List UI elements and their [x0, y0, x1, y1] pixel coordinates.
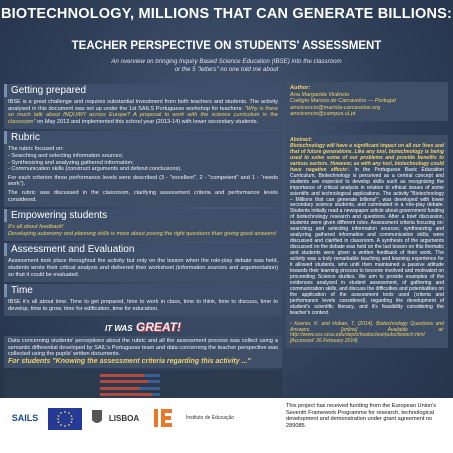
assessment-text: Assessment took place throughout the activity but only on the lesson when the role-play debate was held, students wrote their critical analysis and delivered their worksheet (information sources and argumentation) so that it could be evaluated. — [8, 258, 278, 278]
rubric-item: - Communication skills (construct arguments and defend conclusions). — [8, 166, 182, 173]
sails-logo-text: SAILS — [11, 413, 39, 423]
empowering-line-1: It's all about feedback! — [8, 224, 64, 231]
great-big: GREAT! — [135, 320, 181, 335]
section-heading-empowering: Empowering students — [4, 209, 282, 222]
section-body-assessment — [4, 256, 282, 282]
eu-stars-icon — [48, 408, 82, 430]
workshop-title: "Why is there so much talk about INQUIRY across Europe? A proposal to work with the science curriculum in the classroom" — [8, 105, 279, 125]
section-body-rubric — [4, 144, 282, 207]
footer — [0, 398, 453, 453]
data-collection-text — [4, 336, 282, 367]
abstract-highlight: Biotechnology will have a significant impact on all our lives and that of future generations. Like any tool, biotechnology is being used to solve some of our problems and provide benefits to various sectors. However, as with any tool, biotechnology could have negative effects¹. — [290, 142, 444, 173]
abstract-text: In the Portuguese Basic Education Curriculum, Biotechnology is perceived as a central concept and students are expected to develop skills such as recognizing the importance of critical analysis in relation to ethical issues of some scientific and technological applications. The activity "Biotechnology – Millions that can generate billions!", was developed with lower secondary science students, and culminated in a role-play debate. Students initially read a newspaper article about government funding of biotechnology research and questions. After a brief discussion, students were given different roles. Assessment criteria focusing on: searching and selecting information sources; synthesizing and analyzing gathered information and communication skills; were discussed and clarified in classroom. A synthesis of the arguments discussed on the debate was held on the last lesson on this thematic and students were given a written feedback of their work. The activity was a truly remarkable teaching and learning experience for it allowed students, who until then maintained a passive attitude towards their learning process to become involved and motivated on proceeding Science studies. We aim to provide examples of the evidences analyzed in student assessment, of gathering and communication skills, and discuss the difficulties and potentialities on the application of the assessment tools used (criteria and performance levels considered), regarding the development of student's scientific literacy, and it's feasibility considering the teacher's context. — [290, 166, 444, 316]
author-heading: Author: — [290, 85, 311, 91]
abstract-heading: Abstract: — [290, 136, 313, 143]
section-heading-rubric: Rubric — [4, 131, 282, 144]
rubric-levels: For each criterion three performance levels were described (3 - "excellent", 2 - "competent" and 1 - "needs work"). — [8, 174, 278, 188]
abstract-reference: ¹ Keener, K. and Hoban, T. (2014). Biotechnology Questions and Answers. [online] Available at: http://www.ces.ncsu.edu/depts/foodsci/ext/pubs/biotech.html [Accessed: 26 February 2014]. — [290, 320, 444, 345]
abstract-box — [286, 135, 448, 348]
chart-bar-negative — [144, 374, 160, 377]
chart-bar-positive — [100, 380, 148, 383]
students-quote: For students "Knowing the assessment criteria regarding this activity ..." — [8, 358, 251, 366]
section-body-getting-prepared — [4, 97, 282, 129]
chart-row — [8, 379, 278, 384]
rubric-item: - Synthesizing and analyzing gathered information; — [8, 159, 134, 166]
chart-bar-positive — [100, 374, 144, 377]
ie-logo — [150, 404, 178, 432]
sails-logo — [6, 404, 44, 432]
lisboa-logo-text: LISBOA — [108, 413, 140, 423]
tagline-line-2: or the 5 "letters" no one told me about — [174, 66, 279, 73]
author-email: amvicencio@marista-carcavelos.org — [290, 104, 381, 111]
lisboa-logo — [104, 404, 144, 432]
chart-bar-negative — [140, 387, 160, 390]
chart-row — [8, 373, 278, 378]
right-column — [286, 82, 448, 348]
ie-logo-text: Instituto de Educação — [185, 415, 235, 421]
ie-mark-icon — [152, 406, 176, 430]
data-text: Data concerning students' perceptions about the rubric and all the assessment process was collect using a semantic differential developed by SAIL's Portuguese team and data concerning the teacher perspective was collected using the pupils' written documents. — [8, 338, 278, 358]
chart-bar-negative — [152, 393, 160, 396]
poster-title — [0, 6, 453, 22]
time-text: IBSE it's all about time. Time to get prepared, time to work in class, time to think, time to discuss, time to develop, time to grow, time for edification, time for education. — [8, 299, 278, 312]
section-body-time — [4, 297, 282, 316]
rubric-intro: The rubric focused on: — [8, 146, 64, 153]
title-line: BIOTECHNOLOGY, MILLIONS THAT CAN GENERATE BILLIONS: — [0, 6, 453, 22]
chart-bar-positive — [100, 393, 152, 396]
poster-tagline — [40, 58, 413, 74]
author-email: amvicencio@campus.ul.pt — [290, 111, 356, 118]
great-banner — [4, 320, 282, 334]
chart-row — [8, 386, 278, 391]
tagline-line-1: An overview on bringing Inquiry Based Science Education (IBSE) into the classroom — [111, 58, 342, 65]
author-box — [286, 82, 448, 121]
author-name: Ana Margarida Vicêncio — [290, 91, 350, 98]
great-small: IT WAS — [104, 324, 133, 334]
section-heading-assessment: Assessment and Evaluation — [4, 243, 282, 256]
empowering-line-2: Developing autonomy and planning skills is more about posing the right questions than giving good answers! — [8, 230, 277, 237]
university-crest-icon — [90, 404, 104, 432]
section-body-empowering — [4, 222, 282, 241]
getting-prepared-text-2: on May 2013 and implemented this school year (2013-14) with lower secondary students. — [35, 118, 259, 125]
crest-icon — [91, 409, 103, 427]
chart-row — [8, 392, 278, 397]
author-school: Colégio Marista de Carcavelos — Portugal — [290, 98, 396, 105]
chart-bar-negative — [148, 380, 160, 383]
rubric-discussion: The rubric was discussed in the classroom, clarifying assessment criteria and performance levels considered. — [8, 189, 278, 203]
left-column — [4, 82, 282, 441]
funding-statement: This project has received funding from the European Union's Seventh Framework Programme for research, technological development and demonstration under grant agreement no 289085. — [286, 403, 437, 429]
section-heading-time: Time — [4, 284, 282, 297]
chart-bar-positive — [100, 387, 140, 390]
getting-prepared-text: IBSE is a great challenge and requires substantial investment from both teachers and students. The activity analysed in this document was set up under the 1st SAILS Portuguese workshop for teachers: — [8, 99, 278, 112]
section-heading-getting-prepared: Getting prepared — [4, 84, 282, 97]
eu-flag-icon — [48, 408, 82, 430]
poster-subtitle: TEACHER PERSPECTIVE ON STUDENTS' ASSESSMENT — [71, 40, 382, 52]
rubric-item: - Searching and selecting information sources; — [8, 152, 124, 159]
